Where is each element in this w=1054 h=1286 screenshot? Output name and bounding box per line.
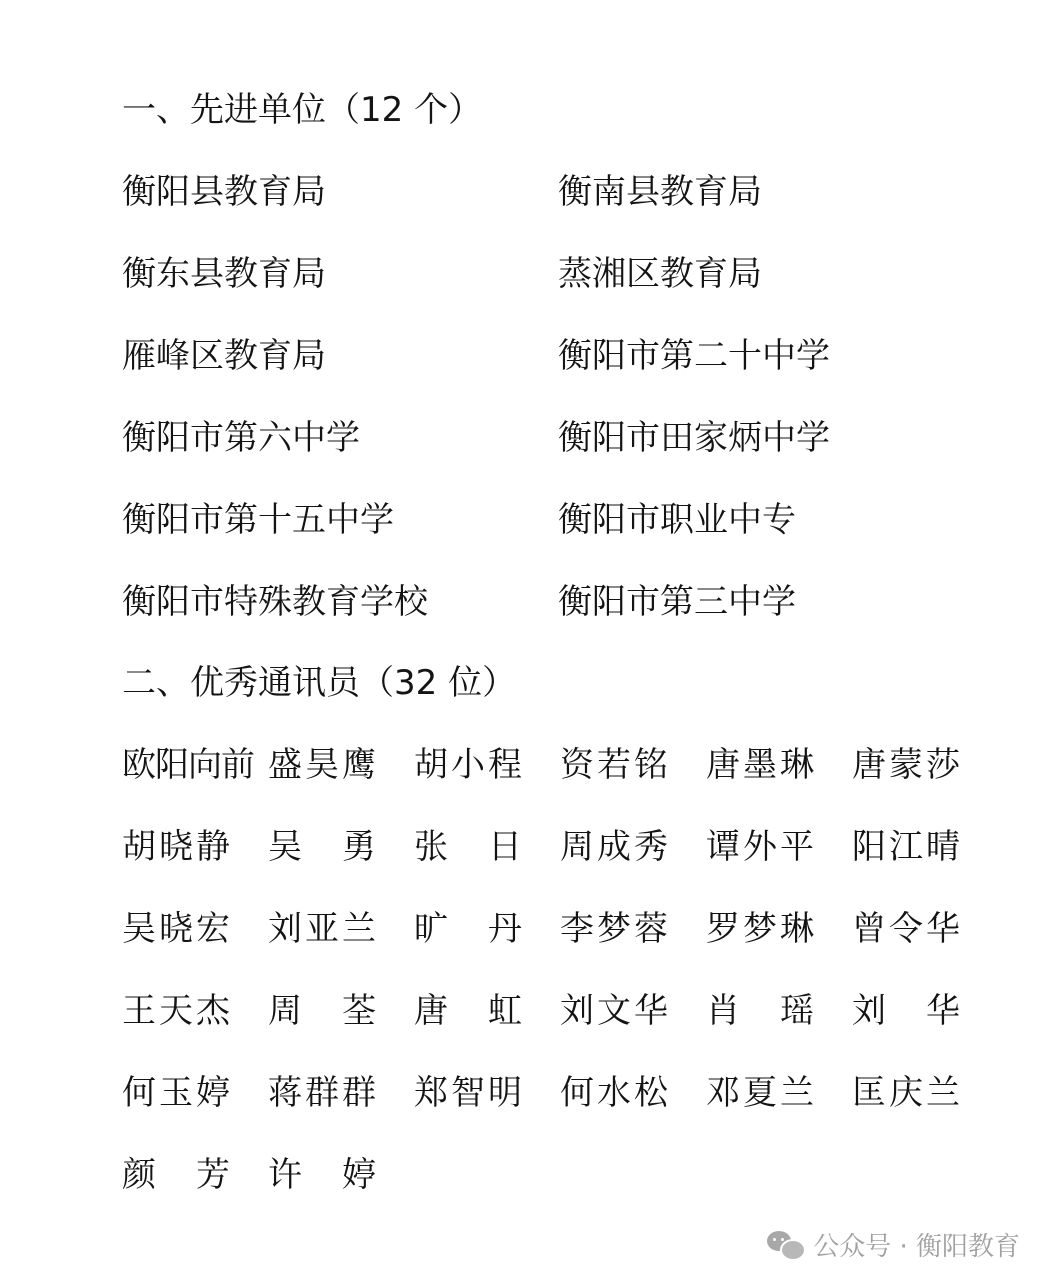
correspondent-name: 吴 勇 xyxy=(268,827,376,867)
correspondent-name: 刘 华 xyxy=(852,991,960,1031)
correspondent-name: 吴 晓 宏 xyxy=(122,909,230,949)
section-heading-units: 一、先进单位（12 个） xyxy=(122,90,483,130)
unit-item: 蒸湘区教育局 xyxy=(558,254,762,294)
unit-item: 衡南县教育局 xyxy=(558,172,762,212)
unit-item: 衡阳市特殊教育学校 xyxy=(122,582,428,622)
correspondent-name: 刘 文 华 xyxy=(560,991,668,1031)
unit-item: 衡阳市第六中学 xyxy=(122,418,360,458)
correspondent-name: 谭 外 平 xyxy=(706,827,814,867)
correspondent-name: 郑 智 明 xyxy=(414,1073,522,1113)
correspondent-name: 何 玉 婷 xyxy=(122,1073,230,1113)
correspondent-name: 盛 昊 鹰 xyxy=(268,745,376,785)
wechat-icon xyxy=(767,1229,803,1259)
unit-item: 衡阳市第三中学 xyxy=(558,582,796,622)
unit-item: 雁峰区教育局 xyxy=(122,336,326,376)
correspondent-name: 罗 梦 琳 xyxy=(706,909,814,949)
unit-item: 衡东县教育局 xyxy=(122,254,326,294)
correspondent-name: 李 梦 蓉 xyxy=(560,909,668,949)
correspondent-name: 唐 墨 琳 xyxy=(706,745,814,785)
correspondent-name: 王 天 杰 xyxy=(122,991,230,1031)
correspondent-name: 张 日 xyxy=(414,827,522,867)
correspondent-name: 胡 小 程 xyxy=(414,745,522,785)
correspondent-name: 胡 晓 静 xyxy=(122,827,230,867)
correspondent-name: 资 若 铭 xyxy=(560,745,668,785)
correspondent-name: 蒋 群 群 xyxy=(268,1073,376,1113)
correspondent-name: 肖 瑶 xyxy=(706,991,814,1031)
unit-item: 衡阳市第十五中学 xyxy=(122,500,394,540)
correspondent-name: 唐 虹 xyxy=(414,991,522,1031)
correspondent-name: 唐 蒙 莎 xyxy=(852,745,960,785)
correspondents-list xyxy=(122,745,1002,1237)
correspondent-name: 颜 芳 xyxy=(122,1155,230,1195)
section-heading-correspondents: 二、优秀通讯员（32 位） xyxy=(122,663,517,703)
correspondent-name: 许 婷 xyxy=(268,1155,376,1195)
unit-item: 衡阳市第二十中学 xyxy=(558,336,830,376)
correspondent-name: 邓 夏 兰 xyxy=(706,1073,814,1113)
watermark xyxy=(767,1226,1020,1262)
correspondent-name: 匡 庆 兰 xyxy=(852,1073,960,1113)
correspondent-name: 欧 阳 向 前 xyxy=(122,745,254,785)
correspondent-name: 曾 令 华 xyxy=(852,909,960,949)
correspondent-name: 周 成 秀 xyxy=(560,827,668,867)
unit-item: 衡阳市职业中专 xyxy=(558,500,796,540)
correspondent-name: 周 荃 xyxy=(268,991,376,1031)
unit-item: 衡阳县教育局 xyxy=(122,172,326,212)
correspondent-name: 旷 丹 xyxy=(414,909,522,949)
unit-item: 衡阳市田家炳中学 xyxy=(558,418,830,458)
watermark-text: 公众号 · 衡阳教育 xyxy=(813,1231,1020,1262)
advanced-units-list xyxy=(122,172,942,664)
correspondent-name: 何 水 松 xyxy=(560,1073,668,1113)
correspondent-name: 刘 亚 兰 xyxy=(268,909,376,949)
correspondent-name: 阳 江 晴 xyxy=(852,827,960,867)
